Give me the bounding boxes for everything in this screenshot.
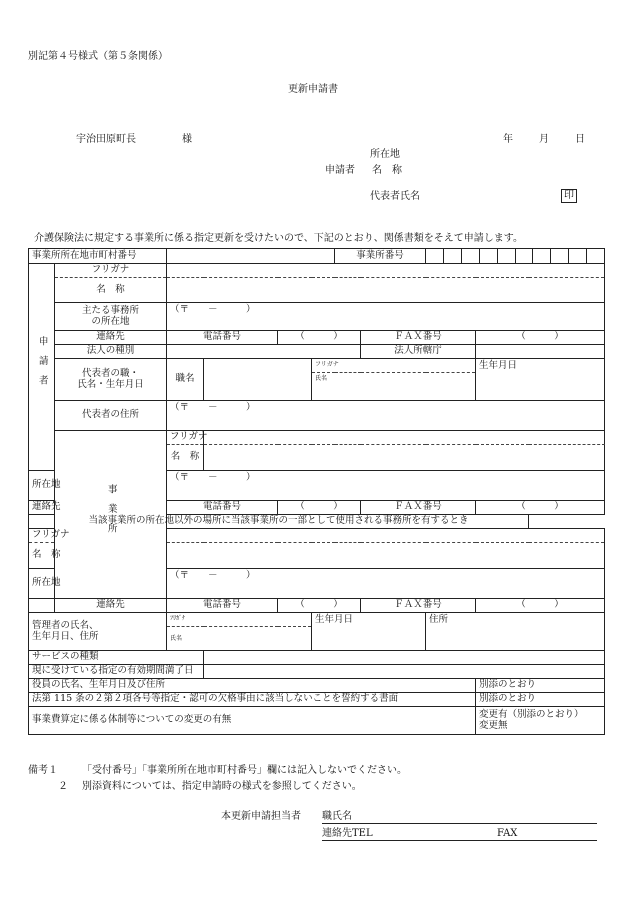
job-title-label: 職名 [167, 359, 204, 401]
office-location-label: 所在地 [29, 471, 55, 501]
corp-authority-label: 法人所轄庁 [361, 345, 476, 359]
office-number-label: 事業所番号 [335, 249, 426, 264]
manager-name-field[interactable]: 氏名 [167, 627, 312, 651]
office-name-label: 名 称 [167, 445, 204, 471]
corp-type-label: 法人の種別 [55, 345, 167, 359]
applicant-name-label: 名 称 [372, 165, 402, 176]
cost-system-options[interactable]: 変更有（別添のとおり） 変更無 [476, 707, 605, 735]
rep-address-field[interactable]: （〒 － ） [167, 401, 605, 431]
cost-system-label: 事業費算定に係る体制等についての変更の有無 [29, 707, 476, 735]
service-type-label: サービスの種類 [29, 651, 204, 665]
service-type-field[interactable] [204, 651, 605, 665]
note1-text: 「受付番号」「事業所所在地市町村番号」欄には記入しないでください。 [82, 765, 407, 776]
seal-mark: 印 [561, 189, 577, 203]
office-side-label: 事業所 [55, 431, 167, 599]
rep-birthdate-field[interactable]: 生年月日 [476, 359, 605, 401]
note2-text: 別添資料については、指定申請時の様式を参照してください。 [82, 781, 362, 792]
sub-office-contact-label: 連絡先 [55, 599, 167, 613]
sub-office-location-label: 所在地 [29, 569, 55, 599]
office-number-field[interactable] [426, 249, 605, 264]
rep-name-field[interactable]: 氏名 [312, 373, 476, 401]
form-number: 別記第４号様式（第５条関係） [28, 51, 168, 62]
date-day-label: 日 [575, 134, 585, 145]
rep-furigana-field[interactable]: フリガナ [312, 359, 476, 373]
sub-office-furigana-label: フリガナ [29, 529, 55, 543]
addressee-honorific: 様 [182, 134, 192, 145]
sub-office-phone-label: 電話番号 [167, 599, 278, 613]
sub-office-name-label: 名 称 [29, 543, 55, 569]
sub-office-name-field[interactable] [167, 543, 605, 569]
note2-label: ２ [58, 781, 68, 792]
applicant-side-label: 申請者 [29, 264, 55, 471]
applicant-name-row-label: 名 称 [55, 278, 167, 303]
applicant-fax-field[interactable]: （ ） [476, 331, 605, 345]
office-contact-label: 連絡先 [29, 501, 55, 515]
applicant-contact-label: 連絡先 [55, 331, 167, 345]
validity-label: 現に受けている指定の有効期間満了日 [29, 665, 204, 679]
fax-label: FAX [497, 828, 518, 839]
office-phone-field[interactable]: （ ） [278, 501, 361, 515]
officers-value: 別添のとおり [476, 679, 605, 693]
sub-office-furigana-field[interactable] [167, 529, 605, 543]
applicant-fax-label: ＦＡＸ番号 [361, 331, 476, 345]
date-year-label: 年 [503, 134, 513, 145]
contact-field[interactable]: 連絡先TEL FAX [322, 829, 597, 841]
pledge-label: 法第 115 条の２第２項各号等指定・認可の欠格事由に該当しないことを誓約する書面 [29, 693, 476, 707]
sub-office-note: 当該事業所の所在地以外の場所に当該事業所の一部として使用される事務所を有するとき [29, 515, 529, 529]
sub-office-location-field[interactable]: （〒 － ） [167, 569, 605, 599]
representative-name-label: 代表者氏名 [370, 191, 420, 202]
applicant-furigana-field[interactable] [167, 264, 605, 278]
office-fax-label: ＦＡＸ番号 [361, 501, 476, 515]
representative-label: 代表者の職・ 氏名・生年月日 [55, 359, 167, 401]
applicant-name-field[interactable] [167, 278, 605, 303]
pledge-value: 別添のとおり [476, 693, 605, 707]
sub-office-fax-label: ＦＡＸ番号 [361, 599, 476, 613]
date-month-label: 月 [539, 134, 549, 145]
applicant-phone-field[interactable]: （ ） [278, 331, 361, 345]
addressee: 宇治田原町長 [76, 134, 136, 145]
office-location-field[interactable]: （〒 － ） [167, 471, 605, 501]
applicant-label: 申請者 [325, 165, 355, 176]
validity-field[interactable] [204, 665, 605, 679]
office-furigana-label: フリガナ [167, 431, 204, 445]
corp-authority-field[interactable] [476, 345, 605, 359]
office-fax-field[interactable]: （ ） [476, 501, 605, 515]
manager-address-field[interactable]: 住所 [426, 613, 605, 651]
main-office-label: 主たる事務所 の所在地 [55, 303, 167, 331]
page-title: 更新申請書 [288, 84, 338, 95]
municipality-number-label: 事業所所在地市町村番号 [29, 249, 167, 264]
job-title-field[interactable] [204, 359, 312, 401]
applicant-furigana-label: フリガナ [55, 264, 167, 278]
office-furigana-field[interactable] [204, 431, 605, 445]
intro-text: 介護保険法に規定する事業所に係る指定更新を受けたいので、下記のとおり、関係書類をそえて申請します。 [34, 233, 523, 244]
applicant-phone-label: 電話番号 [167, 331, 278, 345]
corp-type-field[interactable] [167, 345, 361, 359]
manager-birthdate-field[interactable]: 生年月日 [312, 613, 426, 651]
applicant-address-label: 所在地 [370, 149, 400, 160]
sub-office-fax-field[interactable]: （ ） [476, 599, 605, 613]
person-in-charge-label: 本更新申請担当者 [221, 811, 301, 822]
sub-office-phone-field[interactable]: （ ） [278, 599, 361, 613]
job-name-field[interactable]: 職氏名 [322, 812, 597, 824]
main-office-field[interactable]: （〒 － ） [167, 303, 605, 331]
application-form-table [28, 248, 605, 735]
office-phone-label: 電話番号 [167, 501, 278, 515]
office-name-field[interactable] [204, 445, 605, 471]
manager-label: 管理者の氏名、 生年月日、住所 [29, 613, 167, 651]
manager-furigana-field[interactable]: ﾌﾘｶﾞﾅ [167, 613, 312, 627]
officers-label: 役員の氏名、生年月日及び住所 [29, 679, 476, 693]
rep-address-label: 代表者の住所 [55, 401, 167, 431]
municipality-number-field[interactable] [167, 249, 335, 264]
note1-label: 備考１ [28, 765, 58, 776]
